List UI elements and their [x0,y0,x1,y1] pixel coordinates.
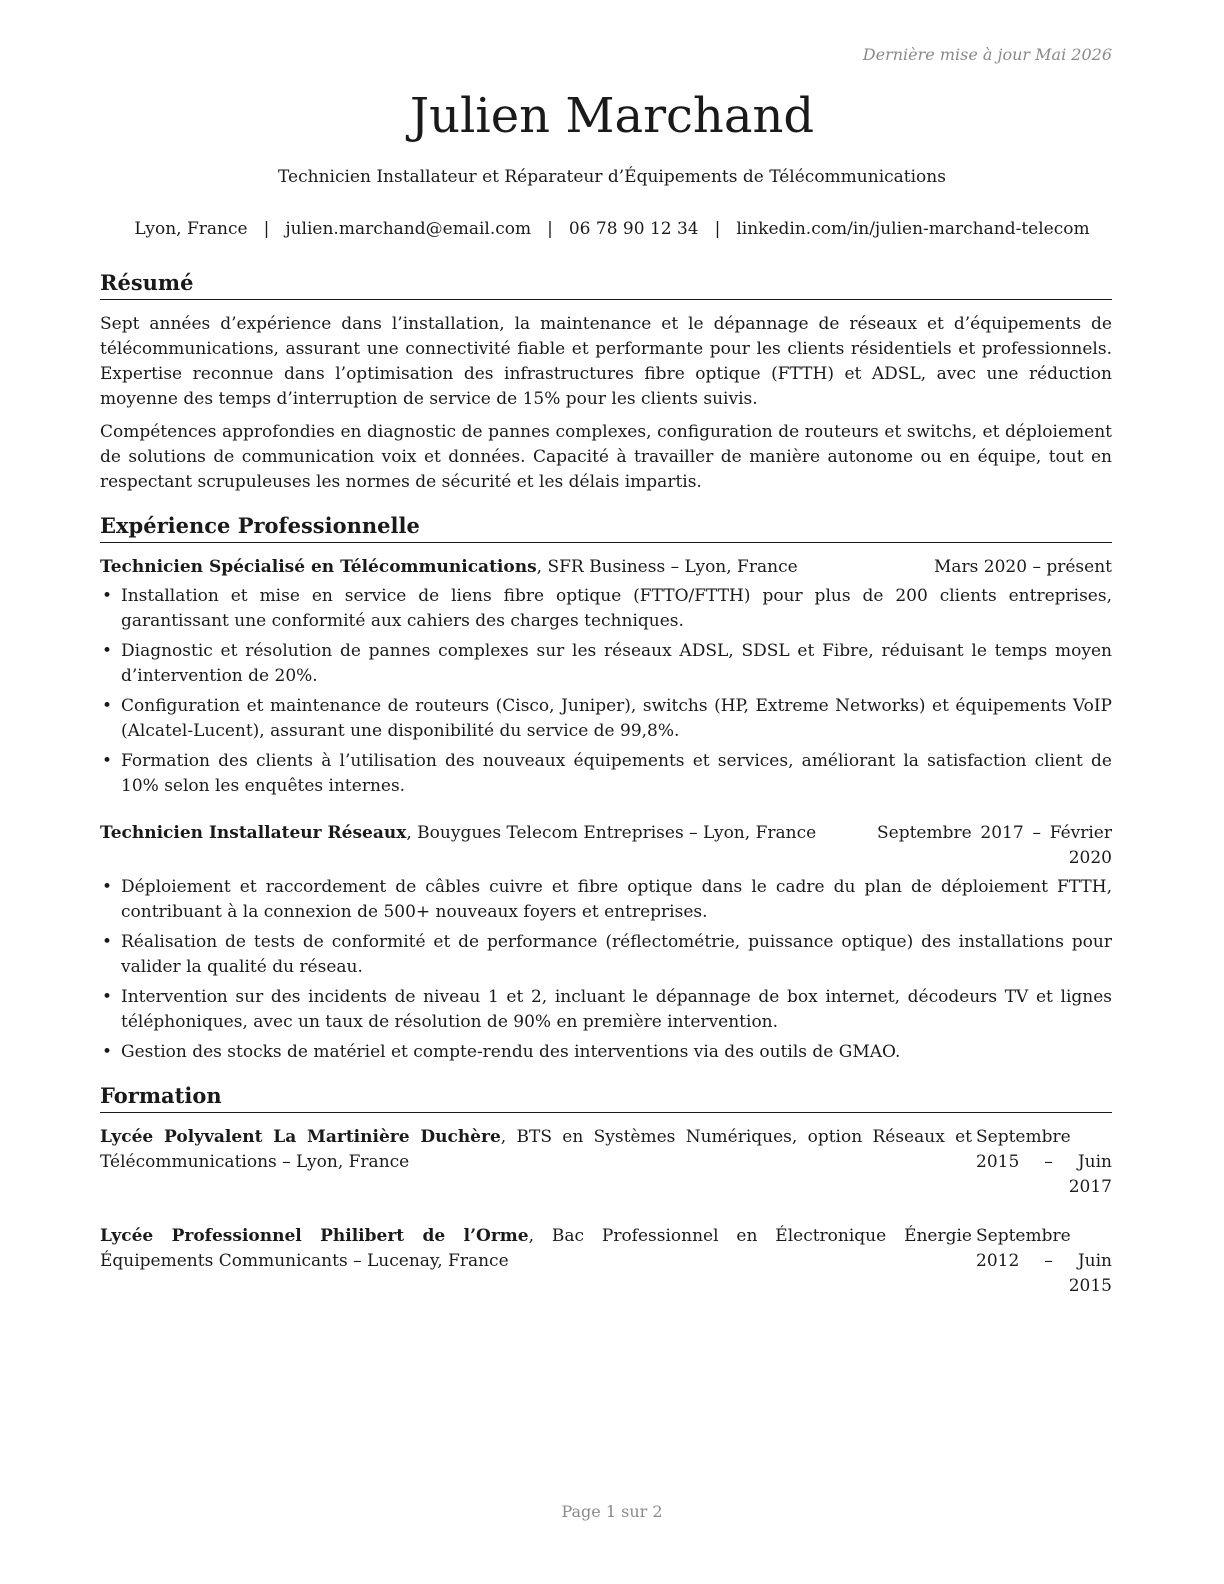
contact-separator: | [263,219,270,239]
job-company: , Bouygues Telecom Entreprises – Lyon, France [406,823,817,843]
job-header [100,821,1112,871]
job-title-line [100,821,816,871]
job-entry [100,555,1112,799]
contact-email[interactable]: julien.marchand@email.com [285,219,532,239]
experience-section [100,511,1112,1065]
education-school: Lycée Professionnel Philibert de l’Orme [100,1226,529,1246]
job-bullets [100,584,1112,799]
job-title-line [100,555,798,580]
section-title-education: Formation [100,1081,1112,1113]
education-degree: , Bac Professionnel en Électronique Énergie Équipements Communicants – Lucenay, France [100,1226,972,1271]
job-bullet: • Intervention sur des incidents de niveau 1 et 2, incluant le dépannage de box internet, décodeurs TV et lignes téléphoniques, avec un taux de résolution de 90% en première intervention. [100,985,1112,1035]
job-bullet: • Configuration et maintenance de routeurs (Cisco, Juniper), switchs (HP, Extreme Networks) et équipements VoIP (Alcatel-Lucent), assurant une disponibilité du service de 99,8%. [100,694,1112,744]
job-bullet: • Installation et mise en service de liens fibre optique (FTTO/FTTH) pour plus de 200 clients entreprises, garantissant une conformité aux cahiers des charges techniques. [100,584,1112,634]
section-title-summary: Résumé [100,268,1112,300]
job-role: Technicien Installateur Réseaux [100,823,407,843]
education-entry [100,1224,1112,1299]
job-bullet: • Formation des clients à l’utilisation des nouveaux équipements et services, améliorant la satisfaction client de 10% selon les enquêtes internes. [100,749,1112,799]
page-number: Page 1 sur 2 [561,1502,663,1521]
resume-content [100,268,1112,1315]
summary-paragraph: Compétences approfondies en diagnostic de pannes complexes, configuration de routeurs et switchs, et déploiement de solutions de communication voix et données. Capacité à travailler de manière autonome ou en équipe, tout en respectant scrupuleuses les normes de sécurité et les délais impartis. [100,422,1112,492]
job-bullet: • Gestion des stocks de matériel et compte-rendu des interventions via des outils de GMAO. [100,1040,1112,1065]
education-school: Lycée Polyvalent La Martinière Duchère [100,1127,501,1147]
contact-separator: | [547,219,553,239]
summary-paragraph: Sept années d’expérience dans l’installation, la maintenance et le dépannage de réseaux et d’équipements de télécommunications, assurant une connectivité fiable et performante pour les clients résidentiels et professionnels. Expertise reconnue dans l’optimisation des infrastructures fibre optique (FTTH) et ADSL, avec une réduction moyenne des temps d’interruption de service de 15% pour les clients suivis. [100,314,1112,409]
education-entry [100,1125,1112,1200]
job-entry [100,821,1112,1065]
job-dates: Mars 2020 – présent [933,557,1112,577]
candidate-name: Julien Marchand [409,88,815,144]
education-section [100,1081,1112,1299]
education-dates: Septembre 2012 – Juin 2015 [976,1226,1112,1296]
candidate-headline: Technicien Installateur et Réparateur d’Équipements de Télécommunications [278,167,946,187]
job-bullet: • Diagnostic et résolution de pannes complexes sur les réseaux ADSL, SDSL et Fibre, réduisant le temps moyen d’intervention de 20%. [100,639,1112,689]
job-header [100,555,1112,580]
job-company: , SFR Business – Lyon, France [536,557,798,577]
education-description [100,1224,972,1299]
education-dates: Septembre 2015 – Juin 2017 [976,1127,1112,1197]
contact-phone[interactable]: 06 78 90 12 34 [568,219,699,239]
education-degree: , BTS en Systèmes Numériques, option Réseaux et Télécommunications – Lyon, France [100,1127,972,1172]
last-update-date: Dernière mise à jour Mai 2026 [862,45,1112,64]
job-bullet: • Déploiement et raccordement de câbles cuivre et fibre optique dans le cadre du plan de déploiement FTTH, contribuant à la connexion de 500+ nouveaux foyers et entreprises. [100,875,1112,925]
contact-line [0,219,1224,239]
job-role: Technicien Spécialisé en Télécommunications [100,557,537,577]
summary-section [100,268,1112,495]
job-dates: Septembre 2017 – Février 2020 [877,823,1112,868]
job-bullet: • Réalisation de tests de conformité et de performance (réflectométrie, puissance optique) des installations pour valider la qualité du réseau. [100,930,1112,980]
job-bullets [100,875,1112,1065]
section-title-experience: Expérience Professionnelle [100,511,1112,543]
education-description [100,1125,972,1200]
contact-separator: | [714,219,721,239]
contact-location: Lyon, France [134,219,248,239]
contact-linkedin[interactable]: linkedin.com/in/julien-marchand-telecom [736,219,1090,239]
